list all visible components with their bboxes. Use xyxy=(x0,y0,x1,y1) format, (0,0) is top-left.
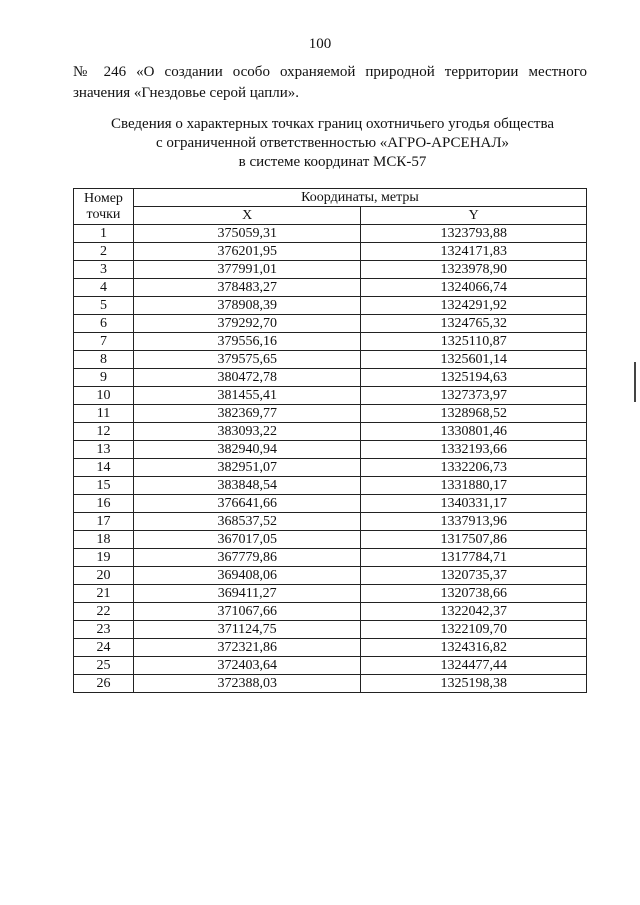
cell-y: 1324477,44 xyxy=(361,657,587,675)
heading-line-2: с ограниченной ответственностью «АГРО-АРСЕНАЛ» xyxy=(155,135,510,151)
cell-y: 1327373,97 xyxy=(361,387,587,405)
cell-y: 1322109,70 xyxy=(361,621,587,639)
cell-x: 369411,27 xyxy=(133,585,361,603)
table-row xyxy=(74,351,587,369)
cell-y: 1325110,87 xyxy=(361,333,587,351)
cell-y: 1328968,52 xyxy=(361,405,587,423)
cell-point-number: 5 xyxy=(74,297,134,315)
cell-y: 1331880,17 xyxy=(361,477,587,495)
document-heading xyxy=(0,115,640,172)
cell-point-number: 4 xyxy=(74,279,134,297)
header-x: X xyxy=(133,207,361,225)
cell-point-number: 2 xyxy=(74,243,134,261)
cell-point-number: 24 xyxy=(74,639,134,657)
cell-x: 372403,64 xyxy=(133,657,361,675)
cell-x: 376201,95 xyxy=(133,243,361,261)
cell-y: 1325601,14 xyxy=(361,351,587,369)
table-row xyxy=(74,675,587,693)
cell-point-number: 26 xyxy=(74,675,134,693)
header-y: Y xyxy=(361,207,587,225)
cell-x: 367779,86 xyxy=(133,549,361,567)
cell-point-number: 15 xyxy=(74,477,134,495)
cell-x: 381455,41 xyxy=(133,387,361,405)
cell-y: 1324066,74 xyxy=(361,279,587,297)
table-row xyxy=(74,297,587,315)
cell-point-number: 12 xyxy=(74,423,134,441)
table-row xyxy=(74,549,587,567)
table-row xyxy=(74,477,587,495)
cell-point-number: 14 xyxy=(74,459,134,477)
table-row xyxy=(74,639,587,657)
cell-y: 1317784,71 xyxy=(361,549,587,567)
cell-point-number: 20 xyxy=(74,567,134,585)
cell-x: 383093,22 xyxy=(133,423,361,441)
cell-y: 1323978,90 xyxy=(361,261,587,279)
cell-y: 1320738,66 xyxy=(361,585,587,603)
cell-point-number: 8 xyxy=(74,351,134,369)
cell-x: 382369,77 xyxy=(133,405,361,423)
cell-point-number: 11 xyxy=(74,405,134,423)
table-row xyxy=(74,441,587,459)
table-row xyxy=(74,261,587,279)
decree-title: № 246 «О создании особо охраняемой природной территории местного значения «Гнездовье серой цапли». xyxy=(73,64,587,101)
cell-y: 1325194,63 xyxy=(361,369,587,387)
cell-x: 376641,66 xyxy=(133,495,361,513)
table-row xyxy=(74,459,587,477)
cell-y: 1323793,88 xyxy=(361,225,587,243)
cell-point-number: 1 xyxy=(74,225,134,243)
cell-y: 1317507,86 xyxy=(361,531,587,549)
cell-point-number: 21 xyxy=(74,585,134,603)
table-row xyxy=(74,423,587,441)
table-body xyxy=(74,225,587,693)
cell-y: 1324171,83 xyxy=(361,243,587,261)
cell-point-number: 6 xyxy=(74,315,134,333)
cell-x: 382940,94 xyxy=(133,441,361,459)
table-row xyxy=(74,657,587,675)
cell-point-number: 17 xyxy=(74,513,134,531)
cell-point-number: 16 xyxy=(74,495,134,513)
table-row xyxy=(74,585,587,603)
cell-point-number: 23 xyxy=(74,621,134,639)
cell-y: 1337913,96 xyxy=(361,513,587,531)
margin-mark xyxy=(634,362,636,402)
cell-y: 1332193,66 xyxy=(361,441,587,459)
table-row xyxy=(74,225,587,243)
cell-x: 377991,01 xyxy=(133,261,361,279)
cell-point-number: 22 xyxy=(74,603,134,621)
cell-point-number: 10 xyxy=(74,387,134,405)
header-point-number-line1: Номер xyxy=(84,190,123,206)
cell-point-number: 25 xyxy=(74,657,134,675)
cell-x: 379556,16 xyxy=(133,333,361,351)
cell-y: 1324316,82 xyxy=(361,639,587,657)
heading-line-1: Сведения о характерных точках границ охотничьего угодья общества xyxy=(110,116,555,132)
cell-y: 1324291,92 xyxy=(361,297,587,315)
header-point-number xyxy=(74,189,134,225)
table-row xyxy=(74,333,587,351)
cell-point-number: 7 xyxy=(74,333,134,351)
cell-x: 367017,05 xyxy=(133,531,361,549)
page-number: 100 xyxy=(308,36,332,52)
cell-y: 1340331,17 xyxy=(361,495,587,513)
header-point-number-line2: точки xyxy=(86,206,121,222)
cell-x: 380472,78 xyxy=(133,369,361,387)
cell-x: 368537,52 xyxy=(133,513,361,531)
cell-y: 1322042,37 xyxy=(361,603,587,621)
table-row xyxy=(74,531,587,549)
cell-x: 372388,03 xyxy=(133,675,361,693)
cell-x: 382951,07 xyxy=(133,459,361,477)
cell-y: 1325198,38 xyxy=(361,675,587,693)
table-header xyxy=(74,189,587,225)
cell-x: 379292,70 xyxy=(133,315,361,333)
cell-point-number: 3 xyxy=(74,261,134,279)
heading-line-3: в системе координат МСК-57 xyxy=(238,154,427,170)
table-row xyxy=(74,279,587,297)
cell-x: 378908,39 xyxy=(133,297,361,315)
table-row xyxy=(74,495,587,513)
cell-point-number: 9 xyxy=(74,369,134,387)
table-row xyxy=(74,621,587,639)
cell-x: 379575,65 xyxy=(133,351,361,369)
cell-point-number: 18 xyxy=(74,531,134,549)
cell-x: 378483,27 xyxy=(133,279,361,297)
cell-y: 1330801,46 xyxy=(361,423,587,441)
cell-y: 1320735,37 xyxy=(361,567,587,585)
table-row xyxy=(74,405,587,423)
coordinates-table xyxy=(73,188,587,693)
table-row xyxy=(74,315,587,333)
table-row xyxy=(74,513,587,531)
cell-y: 1324765,32 xyxy=(361,315,587,333)
table-row xyxy=(74,369,587,387)
table-row xyxy=(74,387,587,405)
header-coordinates: Координаты, метры xyxy=(133,189,586,207)
cell-x: 371067,66 xyxy=(133,603,361,621)
cell-x: 371124,75 xyxy=(133,621,361,639)
cell-point-number: 13 xyxy=(74,441,134,459)
cell-x: 369408,06 xyxy=(133,567,361,585)
table-row xyxy=(74,603,587,621)
cell-x: 383848,54 xyxy=(133,477,361,495)
table-row xyxy=(74,567,587,585)
cell-y: 1332206,73 xyxy=(361,459,587,477)
table-row xyxy=(74,243,587,261)
cell-x: 372321,86 xyxy=(133,639,361,657)
cell-x: 375059,31 xyxy=(133,225,361,243)
cell-point-number: 19 xyxy=(74,549,134,567)
